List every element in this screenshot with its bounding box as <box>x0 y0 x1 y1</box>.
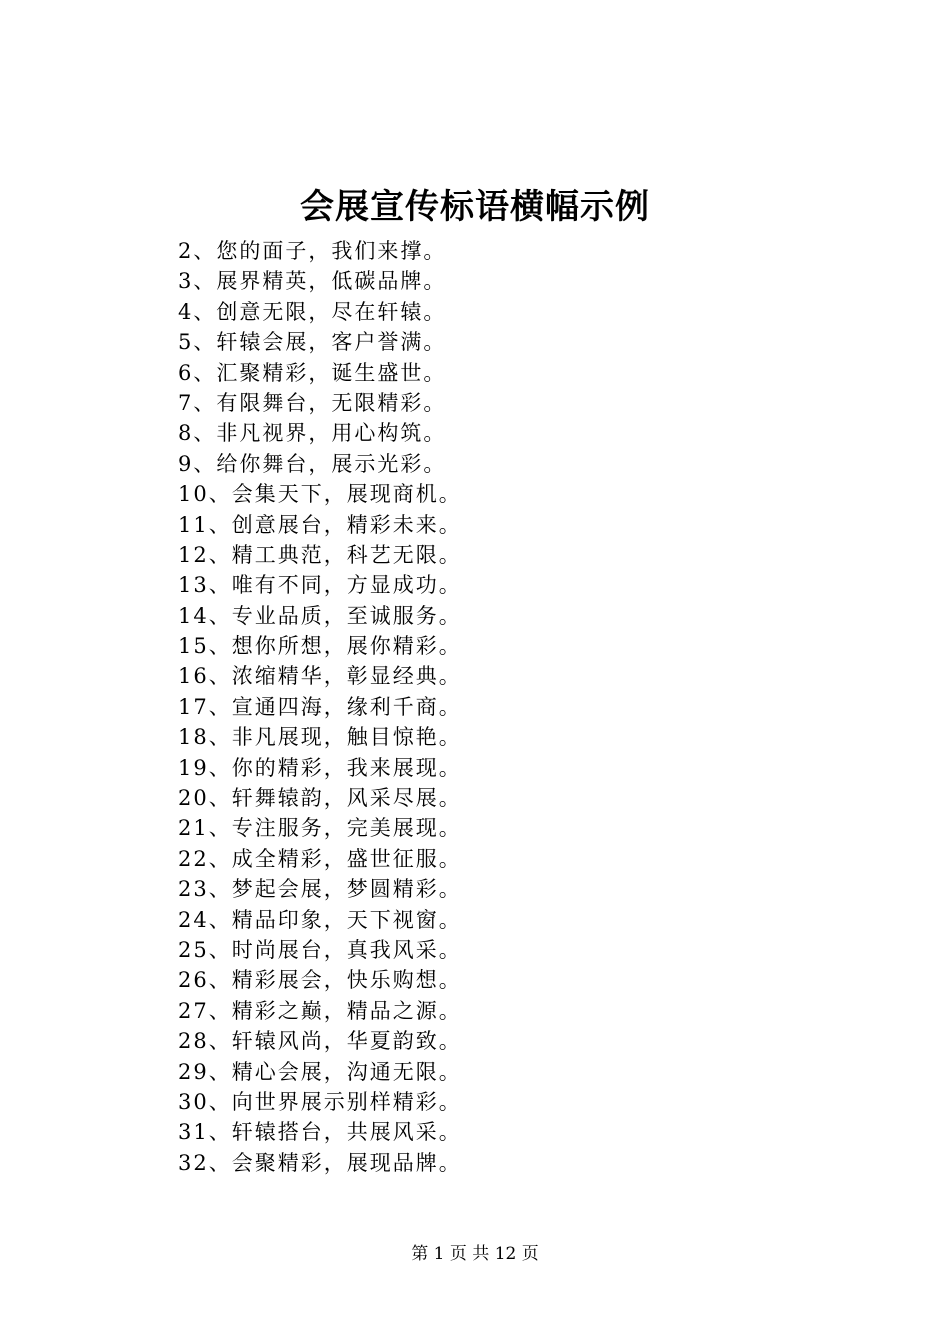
slogan-item: 20、轩舞辕韵，风采尽展。 <box>178 786 462 811</box>
slogan-item: 9、给你舞台，展示光彩。 <box>178 451 447 476</box>
page-number-footer: 第 1 页 共 12 页 <box>411 1244 539 1264</box>
slogan-item: 13、唯有不同，方显成功。 <box>178 573 462 598</box>
slogan-item: 16、浓缩精华，彰显经典。 <box>178 664 462 689</box>
slogan-item: 23、梦起会展，梦圆精彩。 <box>178 877 462 902</box>
slogan-item: 6、汇聚精彩，诞生盛世。 <box>178 360 447 385</box>
slogan-item: 19、你的精彩，我来展现。 <box>178 755 462 780</box>
slogan-item: 21、专注服务，完美展现。 <box>178 816 462 841</box>
slogan-item: 3、展界精英，低碳品牌。 <box>178 269 447 294</box>
slogan-item: 12、精工典范，科艺无限。 <box>178 542 462 567</box>
slogan-item: 17、宣通四海，缘利千商。 <box>178 694 462 719</box>
slogan-item: 27、精彩之巅，精品之源。 <box>178 998 462 1023</box>
slogan-item: 10、会集天下，展现商机。 <box>178 482 462 507</box>
document-title: 会展宣传标语横幅示例 <box>300 187 650 227</box>
slogan-list <box>178 236 462 1178</box>
slogan-item: 8、非凡视界，用心构筑。 <box>178 421 447 446</box>
slogan-item: 31、轩辕搭台，共展风采。 <box>178 1120 462 1145</box>
slogan-item: 18、非凡展现，触目惊艳。 <box>178 725 462 750</box>
slogan-item: 32、会聚精彩，展现品牌。 <box>178 1150 462 1175</box>
slogan-item: 11、创意展台，精彩未来。 <box>178 512 462 537</box>
slogan-item: 25、时尚展台，真我风采。 <box>178 937 462 962</box>
slogan-item: 14、专业品质，至诚服务。 <box>178 603 462 628</box>
slogan-item: 22、成全精彩，盛世征服。 <box>178 846 462 871</box>
slogan-item: 29、精心会展，沟通无限。 <box>178 1059 462 1084</box>
slogan-item: 2、您的面子，我们来撑。 <box>178 239 447 263</box>
slogan-item: 24、精品印象，天下视窗。 <box>178 907 462 932</box>
slogan-item: 26、精彩展会，快乐购想。 <box>178 968 462 993</box>
slogan-item: 30、向世界展示别样精彩。 <box>178 1089 462 1114</box>
slogan-item: 28、轩辕风尚，华夏韵致。 <box>178 1029 462 1054</box>
slogan-item: 15、想你所想，展你精彩。 <box>178 634 462 659</box>
slogan-item: 5、轩辕会展，客户誉满。 <box>178 330 447 355</box>
slogan-item: 4、创意无限，尽在轩辕。 <box>178 299 447 324</box>
slogan-item: 7、有限舞台，无限精彩。 <box>178 390 447 415</box>
